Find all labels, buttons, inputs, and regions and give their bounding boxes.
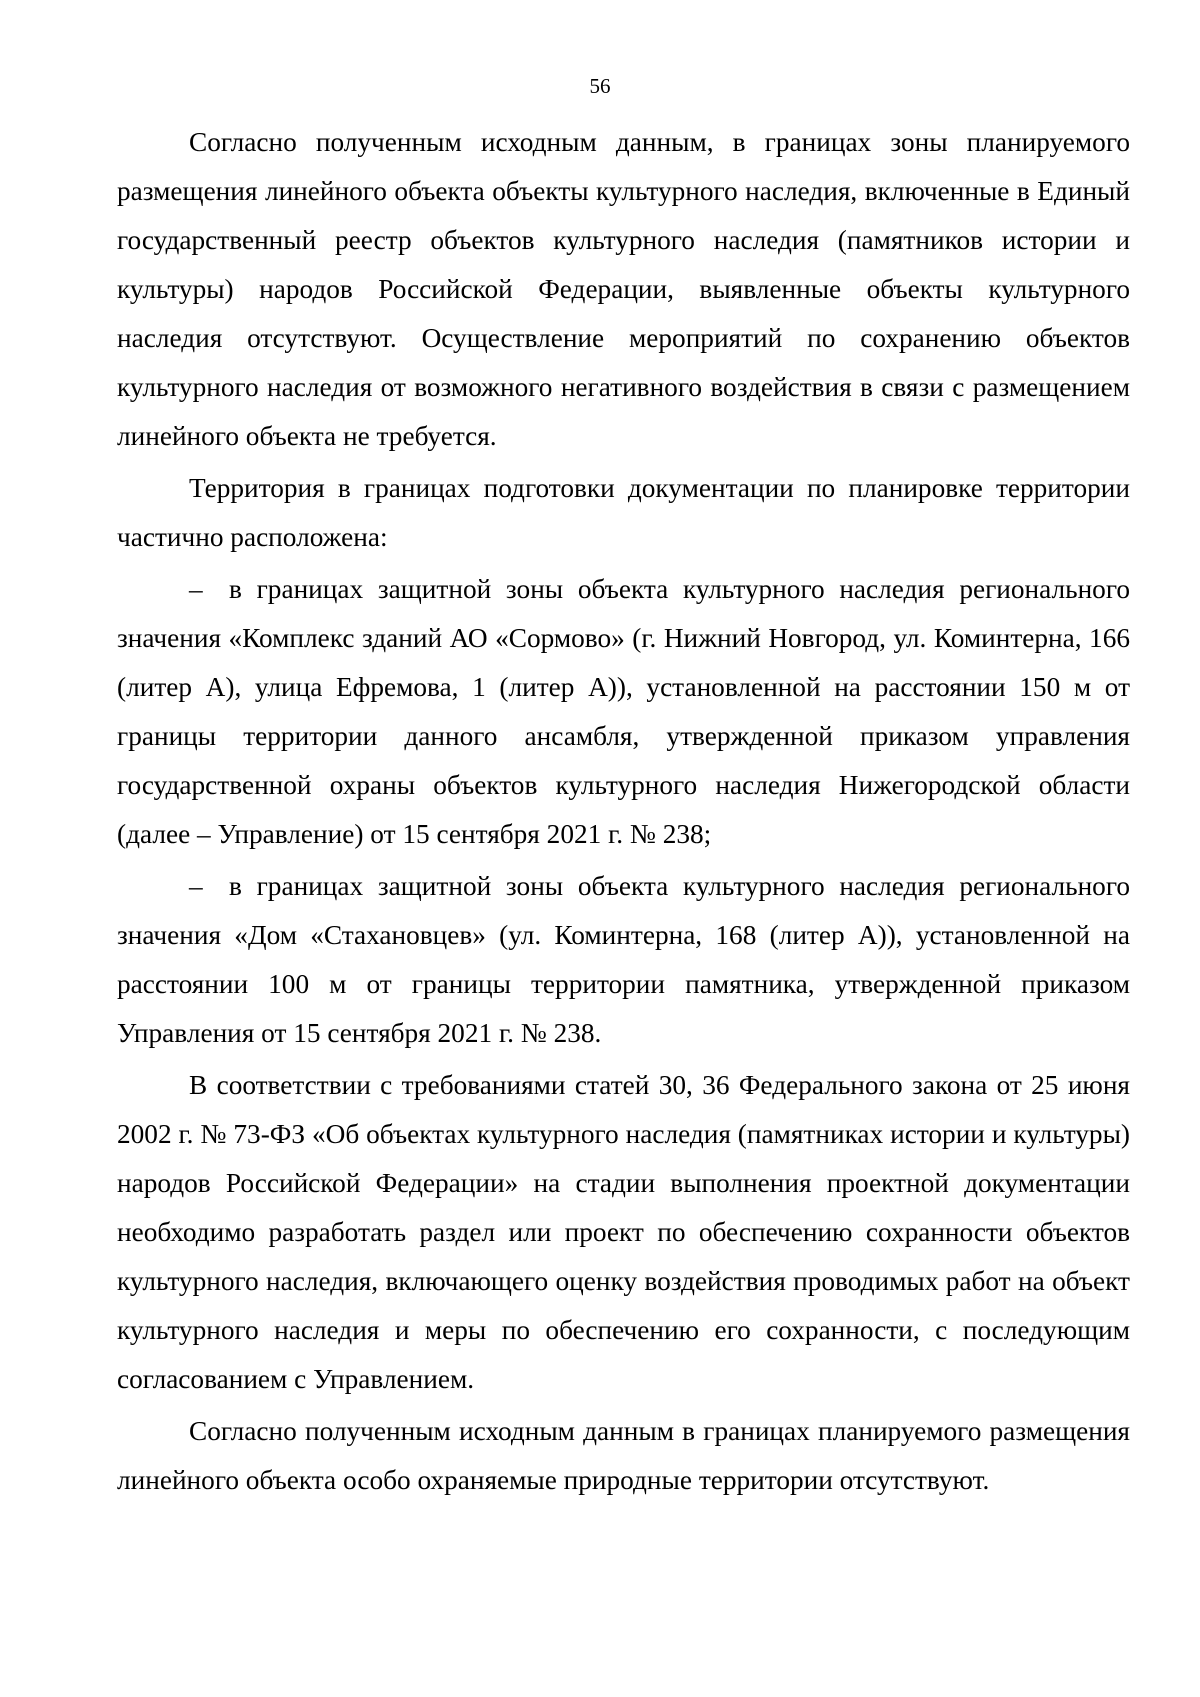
list-item-text: в границах защитной зоны объекта культурного наследия регионального значения «Дом «Стахановцев» (ул. Коминтерна, 168 (литер А)), установленной на расстоянии 100 м от границы территории памятника, утвержденной приказом Управления от 15 сентября 2021 г. № 238. (117, 871, 1130, 1048)
list-dash: – (189, 574, 203, 604)
document-body (117, 118, 1130, 1505)
paragraph-cultural-heritage-absent: Согласно полученным исходным данным, в границах зоны планируемого размещения линейного объекта объекты культурного наследия, включенные в Единый государственный реестр объектов культурного наследия (памятников истории и культуры) народов Российской Федерации, выявленные объекты культурного наследия отсутствуют. Осуществление мероприятий по сохранению объектов культурного наследия от возможного негативного воздействия в связи с размещением линейного объекта не требуется. (117, 127, 1130, 451)
paragraph-territory-intro: Территория в границах подготовки документации по планировке территории частично расположена: (117, 473, 1130, 552)
paragraph-federal-law-requirements: В соответствии с требованиями статей 30, 36 Федерального закона от 25 июня 2002 г. № 73-ФЗ «Об объектах культурного наследия (памятниках истории и культуры) народов Российской Федерации» на стадии выполнения проектной документации необходимо разработать раздел или проект по обеспечению сохранности объектов культурного наследия, включающего оценку воздействия проводимых работ на объект культурного наследия и меры по обеспечению его сохранности, с последующим согласованием с Управлением. (117, 1070, 1130, 1394)
paragraph-protected-areas-absent: Согласно полученным исходным данным в границах планируемого размещения линейного объекта особо охраняемые природные территории отсутствуют. (117, 1416, 1130, 1495)
list-item-stakhanovtsev-zone (117, 862, 1130, 1058)
list-item-sormovo-zone (117, 565, 1130, 859)
list-dash: – (189, 871, 203, 901)
list-item-text: в границах защитной зоны объекта культурного наследия регионального значения «Комплекс зданий АО «Сормово» (г. Нижний Новгород, ул. Коминтерна, 166 (литер А), улица Ефремова, 1 (литер А)), установленной на расстоянии 150 м от границы территории данного ансамбля, утвержденной приказом управления государственной охраны объектов культурного наследия Нижегородской области (далее – Управление) от 15 сентября 2021 г. № 238; (117, 574, 1130, 849)
page-number: 56 (589, 74, 611, 98)
